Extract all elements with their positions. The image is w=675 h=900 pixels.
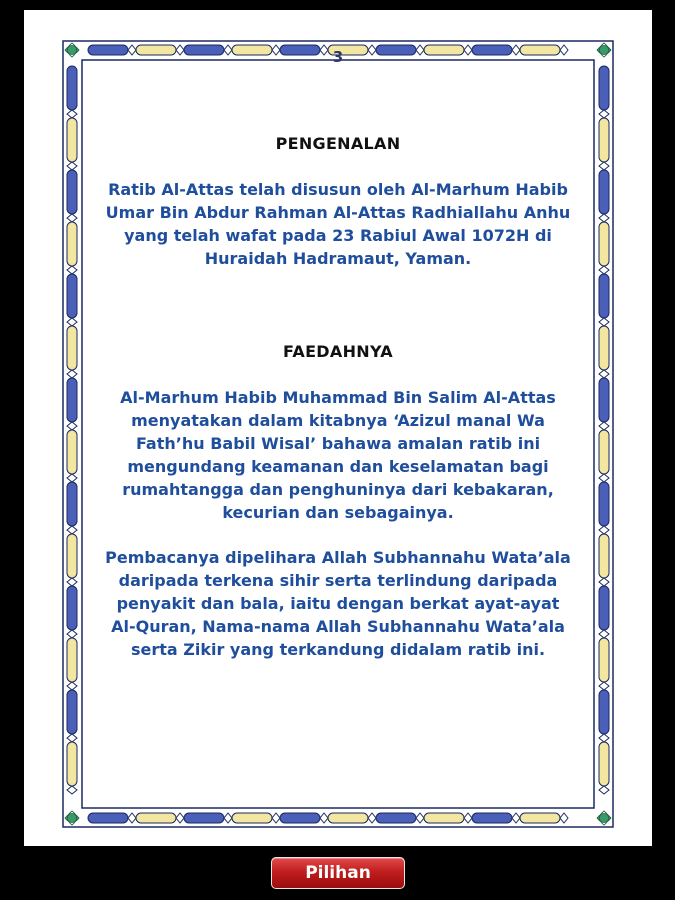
border-left-segment bbox=[67, 430, 77, 474]
border-left-knot bbox=[67, 318, 77, 326]
border-bottom-segment bbox=[280, 813, 320, 823]
border-bottom-segment bbox=[376, 813, 416, 823]
border-bottom-knot bbox=[176, 813, 184, 823]
border-right-knot bbox=[599, 682, 609, 690]
border-right-segment bbox=[599, 66, 609, 110]
border-left-segment bbox=[67, 534, 77, 578]
border-right-segment bbox=[599, 482, 609, 526]
border-right-knot bbox=[599, 526, 609, 534]
paragraph-pengenalan: Ratib Al-Attas telah disusun oleh Al-Marhum Habib Umar Bin Abdur Rahman Al-Attas Radhiallahu Anhu yang telah wafat pada 23 Rabiul Awal 1072H di Huraidah Hadramaut, Yaman. bbox=[105, 180, 571, 268]
border-right-knot bbox=[599, 214, 609, 222]
border-bottom-segment bbox=[520, 813, 560, 823]
border-right-segment bbox=[599, 378, 609, 422]
border-bottom-knot bbox=[128, 813, 136, 823]
border-right-knot bbox=[599, 734, 609, 742]
pilihan-button[interactable]: Pilihan bbox=[271, 857, 405, 889]
border-right-knot bbox=[599, 318, 609, 326]
border-right-knot bbox=[599, 370, 609, 378]
border-bottom-segment bbox=[232, 813, 272, 823]
border-bottom-knot bbox=[272, 813, 280, 823]
border-left-knot bbox=[67, 370, 77, 378]
border-left-knot bbox=[67, 682, 77, 690]
page-number: 3 bbox=[332, 48, 344, 66]
border-left-knot bbox=[67, 266, 77, 274]
border-left-segment bbox=[67, 170, 77, 214]
border-bottom-knot bbox=[416, 813, 424, 823]
border-right-knot bbox=[599, 422, 609, 430]
border-left-segment bbox=[67, 222, 77, 266]
border-left-knot bbox=[67, 162, 77, 170]
border-right-segment bbox=[599, 430, 609, 474]
corner-leaf-icon bbox=[65, 814, 79, 823]
section-title-pengenalan: PENGENALAN bbox=[275, 134, 401, 153]
border-right-segment bbox=[599, 742, 609, 786]
border-right-segment bbox=[599, 534, 609, 578]
border-bottom-knot bbox=[464, 813, 472, 823]
border-bottom-knot bbox=[320, 813, 328, 823]
border-left-knot bbox=[67, 422, 77, 430]
border-left-segment bbox=[67, 742, 77, 786]
border-left-knot bbox=[67, 214, 77, 222]
paragraph-faedahnya-2: Pembacanya dipelihara Allah Subhannahu Wata’ala daripada terkena sihir serta terlindung daripada penyakit dan bala, iaitu dengan berkat ayat-ayat Al-Quran, Nama-nama Allah Subhannahu Wata’ala serta Zikir yang terkandung didalam ratib ini. bbox=[105, 548, 571, 659]
border-left-knot bbox=[67, 526, 77, 534]
border-right-segment bbox=[599, 690, 609, 734]
border-right-segment bbox=[599, 274, 609, 318]
border-left-segment bbox=[67, 66, 77, 110]
border-bottom-segment bbox=[184, 813, 224, 823]
border-bottom-segment bbox=[88, 813, 128, 823]
border-bottom-knot bbox=[560, 813, 568, 823]
border-bottom-knot bbox=[368, 813, 376, 823]
border-right-knot bbox=[599, 162, 609, 170]
border-bottom-segment bbox=[472, 813, 512, 823]
border-left-segment bbox=[67, 586, 77, 630]
border-left-knot bbox=[67, 474, 77, 482]
border-left-knot bbox=[67, 734, 77, 742]
section-title-faedahnya: FAEDAHNYA bbox=[283, 342, 393, 361]
border-left-knot bbox=[67, 110, 77, 118]
border-right-knot bbox=[599, 110, 609, 118]
border-bottom-segment bbox=[424, 813, 464, 823]
book-page bbox=[24, 10, 652, 846]
border-right-knot bbox=[599, 786, 609, 794]
border-bottom-segment bbox=[136, 813, 176, 823]
border-right-knot bbox=[599, 266, 609, 274]
border-right-segment bbox=[599, 586, 609, 630]
border-left-segment bbox=[67, 690, 77, 734]
border-right-segment bbox=[599, 638, 609, 682]
border-right-knot bbox=[599, 630, 609, 638]
border-bottom-knot bbox=[512, 813, 520, 823]
border-left-segment bbox=[67, 274, 77, 318]
border-left-knot bbox=[67, 630, 77, 638]
border-left-segment bbox=[67, 378, 77, 422]
border-left-knot bbox=[67, 786, 77, 794]
border-right-segment bbox=[599, 170, 609, 214]
paragraph-faedahnya-1: Al-Marhum Habib Muhammad Bin Salim Al-Attas menyatakan dalam kitabnya ‘Azizul manal Wa Fath’hu Babil Wisal’ bahawa amalan ratib ini mengundang keamanan dan keselamatan bagi rumahtangga dan penghuninya dari kebakaran, kecurian dan sebagainya. bbox=[120, 388, 556, 522]
border-left-segment bbox=[67, 482, 77, 526]
border-left-knot bbox=[67, 578, 77, 586]
border-bottom-segment bbox=[328, 813, 368, 823]
border-right-segment bbox=[599, 222, 609, 266]
border-bottom-knot bbox=[224, 813, 232, 823]
border-right-knot bbox=[599, 578, 609, 586]
border-right-knot bbox=[599, 474, 609, 482]
border-left-segment bbox=[67, 638, 77, 682]
